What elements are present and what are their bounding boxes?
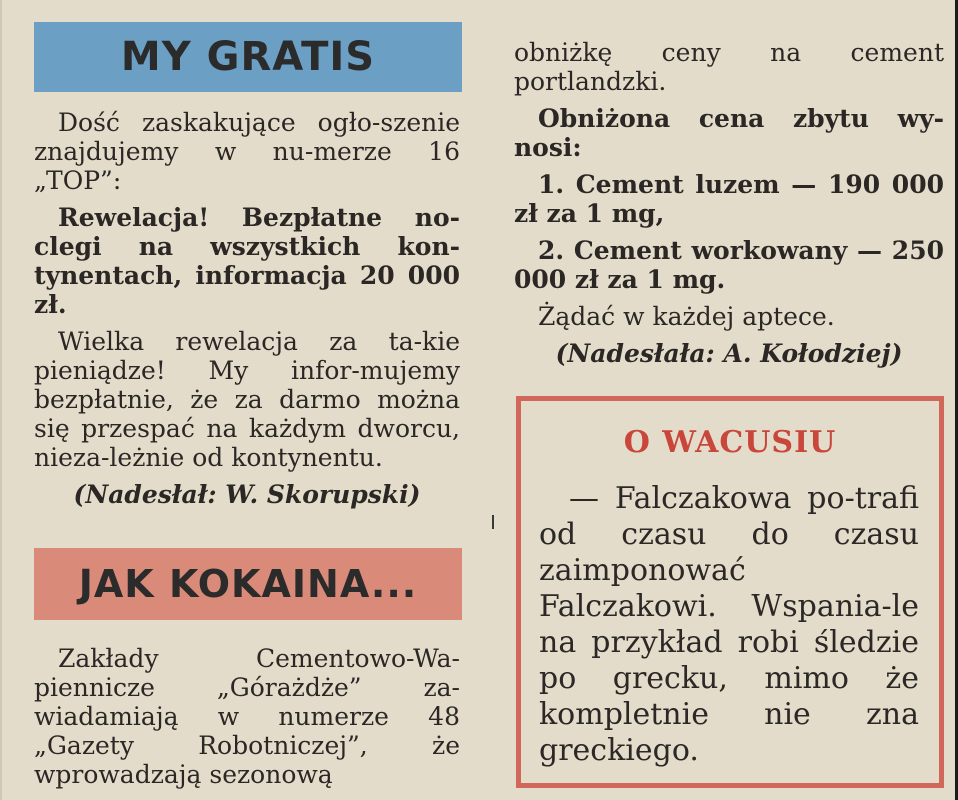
section-title-jak-kokaina: JAK KOKAINA... bbox=[34, 548, 462, 620]
article-my-gratis bbox=[34, 108, 460, 509]
box-text bbox=[539, 481, 919, 769]
article-signature: (Nadesłała: A. Kołodziej) bbox=[555, 339, 903, 368]
article-quote-heading: Obniżona cena zbytu wy-nosi: bbox=[514, 104, 944, 162]
price-item-1: 1. Cement luzem — 190 000 zł za 1 mg, bbox=[514, 170, 944, 228]
article-comment: Wielka rewelacja za ta-kie pieniądze! My infor-mujemy bezpłatnie, że za darmo można się przespać na każdym dworcu, nieza-leżnie od kontynentu. bbox=[34, 327, 460, 472]
column-divider-mark bbox=[492, 515, 494, 529]
page-edge bbox=[0, 0, 2, 800]
article-quote: Rewelacja! Bezpłatne no-clegi na wszystkich kon-tynentach, informacja 20 000 zł. bbox=[34, 203, 460, 319]
article-jak-kokaina-part1 bbox=[34, 644, 460, 789]
article-intro: Dość zaskakujące ogło-szenie znajdujemy w nu-merze 16 „TOP”: bbox=[34, 108, 460, 195]
article-closing: Żądać w każdej aptece. bbox=[538, 302, 835, 331]
section-title-my-gratis: MY GRATIS bbox=[34, 22, 462, 92]
box-paragraph: — Falczakowa po-trafi od czasu do czasu zaimponować Falczakowi. Wspania-le na przykład robi śledzie po grecku, mimo że kompletnie nie zna greckiego. bbox=[539, 481, 919, 768]
price-item-2: 2. Cement workowany — 250 000 zł za 1 mg. bbox=[514, 236, 944, 294]
article-jak-kokaina-part2 bbox=[514, 38, 944, 368]
boxed-article-o-wacusiu bbox=[516, 396, 944, 788]
box-title: O WACUSIU bbox=[623, 425, 837, 460]
article-signature: (Nadesłał: W. Skorupski) bbox=[73, 480, 421, 509]
article-continuation: obniżkę ceny na cement portlandzki. bbox=[514, 38, 944, 96]
article-intro: Zakłady Cementowo-Wa-piennicze „Górażdże” za-wiadamiają w numerze 48 „Gazety Robotniczej”, że wprowadzają sezonową bbox=[34, 644, 460, 789]
